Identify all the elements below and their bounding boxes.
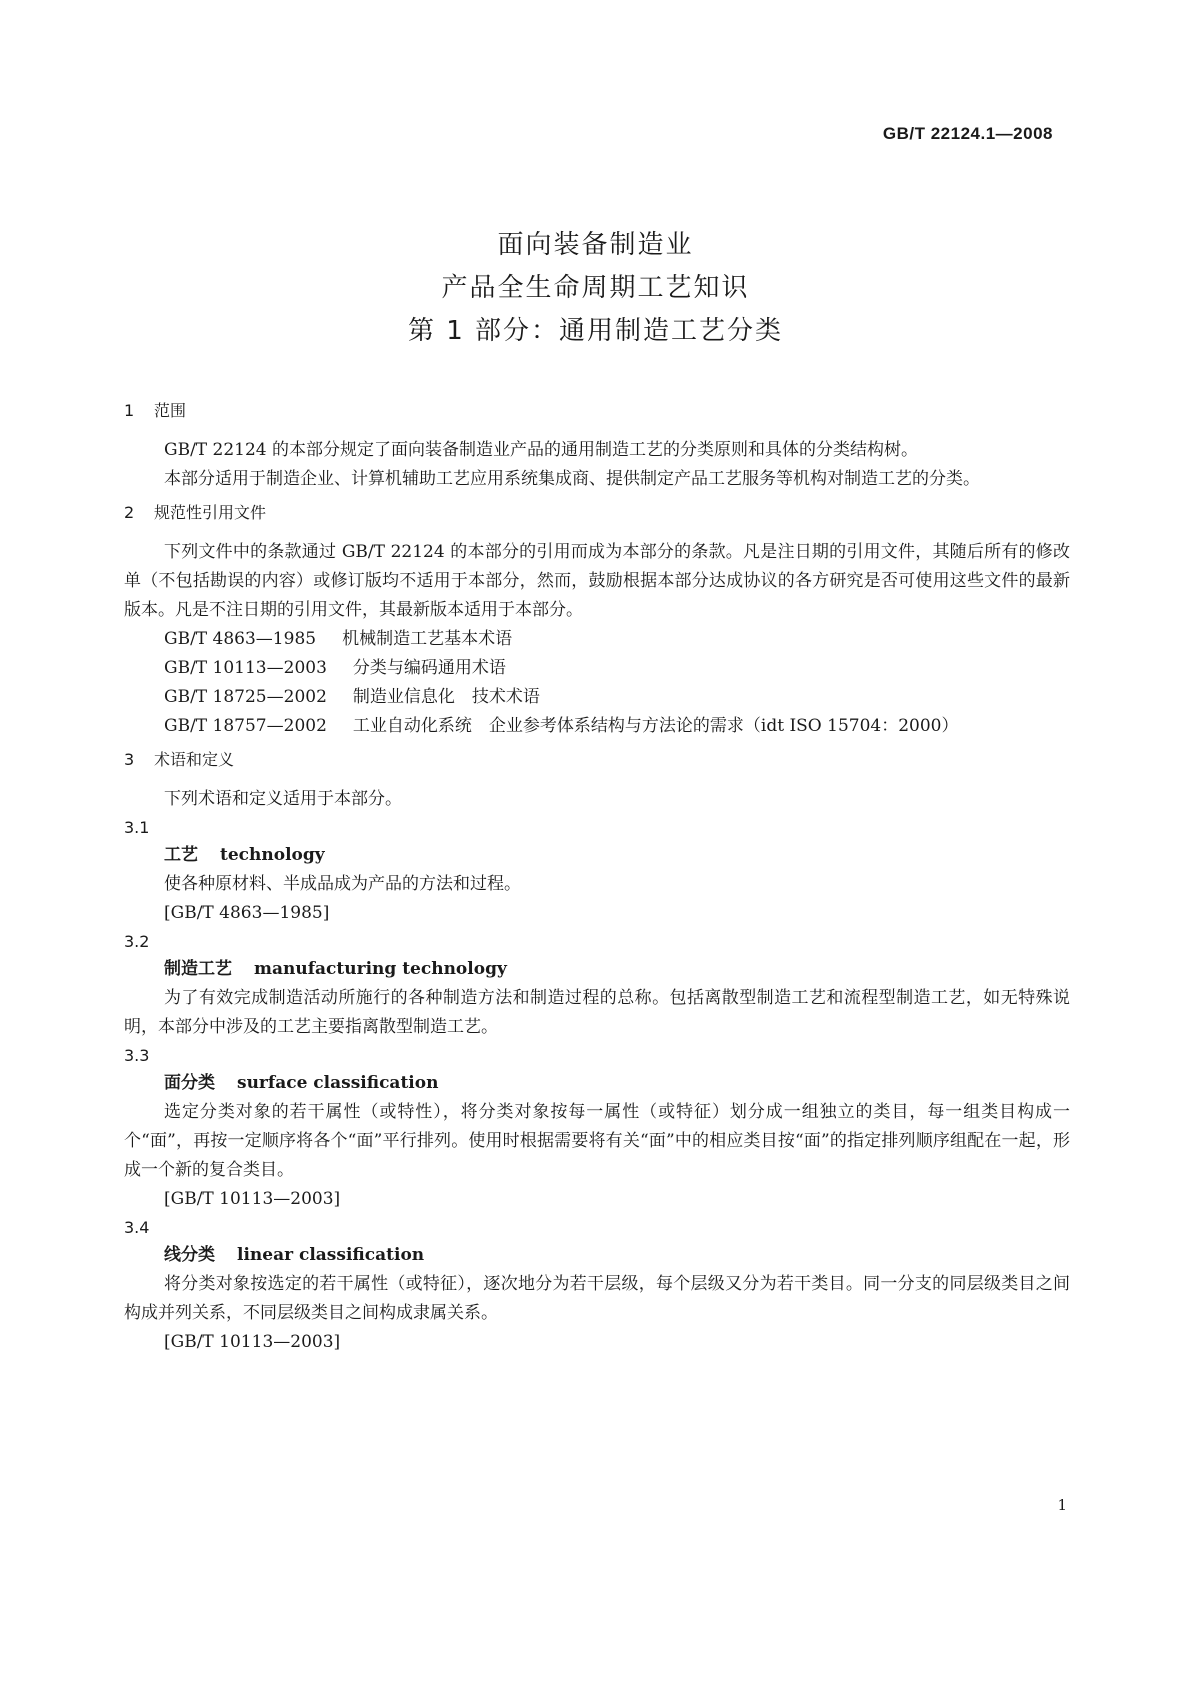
standard-number: GB/T 22124.1—2008 [882, 124, 1053, 143]
section-3-heading [124, 749, 1070, 771]
page-number: 1 [1057, 1496, 1067, 1514]
reference-code: GB/T 4863—1985 [164, 629, 317, 649]
document-title [0, 224, 1191, 353]
term-en: manufacturing technology [254, 959, 507, 979]
term-source: [GB/T 10113—2003] [164, 1332, 341, 1352]
section-title: 范围 [154, 401, 187, 420]
paragraph: 下列文件中的条款通过 GB/T 22124 的本部分的引用而成为本部分的条款。凡是注日期的引用文件，其随后所有的修改单（不包括勘误的内容）或修订版均不适用于本部分，然而，鼓励根据本部分达成协议的各方研究是否可使用这些文件的最新版本。凡是不注日期的引用文件，其最新版本适用于本部分。 [124, 542, 1070, 620]
term-definition: 为了有效完成制造活动所施行的各种制造方法和制造过程的总称。包括离散型制造工艺和流程型制造工艺，如无特殊说明，本部分中涉及的工艺主要指离散型制造工艺。 [124, 988, 1070, 1037]
term-entry [124, 955, 1070, 984]
term-zh: 面分类 [164, 1073, 215, 1093]
term-entry [124, 841, 1070, 870]
section-title: 术语和定义 [154, 750, 235, 769]
section-number: 2 [124, 503, 135, 522]
section-number: 1 [124, 401, 135, 420]
term-zh: 制造工艺 [164, 959, 232, 979]
term-definition: 选定分类对象的若干属性（或特性），将分类对象按每一属性（或特征）划分成一组独立的类目，每一组类目构成一个“面”，再按一定顺序将各个“面”平行排列。使用时根据需要将有关“面”中的相应类目按“面”的指定排列顺序组配在一起，形成一个新的复合类目。 [124, 1102, 1070, 1180]
term-entry [124, 1241, 1070, 1270]
term-definition: 将分类对象按选定的若干属性（或特征），逐次地分为若干层级，每个层级又分为若干类目。同一分支的同层级类目之间构成并列关系，不同层级类目之间构成隶属关系。 [124, 1274, 1070, 1323]
term-en: linear classification [237, 1245, 425, 1265]
paragraph: GB/T 22124 的本部分规定了面向装备制造业产品的通用制造工艺的分类原则和具体的分类结构树。 [164, 440, 919, 460]
term-entry [124, 1069, 1070, 1098]
reference-item [124, 625, 1070, 654]
section-1-heading [124, 400, 1070, 422]
reference-code: GB/T 18725—2002 [164, 687, 327, 707]
clause-number: 3.2 [124, 932, 150, 951]
reference-item [124, 712, 1070, 741]
term-zh: 线分类 [164, 1245, 215, 1265]
reference-code: GB/T 18757—2002 [164, 716, 327, 736]
term-source: [GB/T 4863—1985] [164, 903, 330, 923]
reference-item [124, 654, 1070, 683]
reference-name: 分类与编码通用术语 [352, 658, 506, 678]
term-zh: 工艺 [164, 845, 198, 865]
reference-name: 机械制造工艺基本术语 [342, 629, 513, 649]
clause-number: 3.1 [124, 818, 150, 837]
reference-name: 工业自动化系统 企业参考体系结构与方法论的需求（idt ISO 15704：2000） [352, 716, 959, 736]
term-definition: 使各种原材料、半成品成为产品的方法和过程。 [164, 874, 521, 894]
paragraph: 下列术语和定义适用于本部分。 [164, 789, 402, 809]
term-en: technology [220, 845, 325, 865]
paragraph: 本部分适用于制造企业、计算机辅助工艺应用系统集成商、提供制定产品工艺服务等机构对制造工艺的分类。 [164, 469, 980, 489]
title-line-2: 产品全生命周期工艺知识 [441, 273, 750, 303]
section-title: 规范性引用文件 [154, 503, 267, 522]
title-line-1: 面向装备制造业 [497, 230, 694, 260]
clause-number: 3.4 [124, 1218, 150, 1237]
reference-name: 制造业信息化 技术术语 [352, 687, 540, 707]
section-2-heading [124, 502, 1070, 524]
section-number: 3 [124, 750, 135, 769]
term-source: [GB/T 10113—2003] [164, 1189, 341, 1209]
clause-number: 3.3 [124, 1046, 150, 1065]
reference-code: GB/T 10113—2003 [164, 658, 327, 678]
title-line-3: 第 1 部分：通用制造工艺分类 [407, 316, 784, 346]
term-en: surface classification [237, 1073, 439, 1093]
reference-item [124, 683, 1070, 712]
document-body [124, 400, 1070, 1357]
